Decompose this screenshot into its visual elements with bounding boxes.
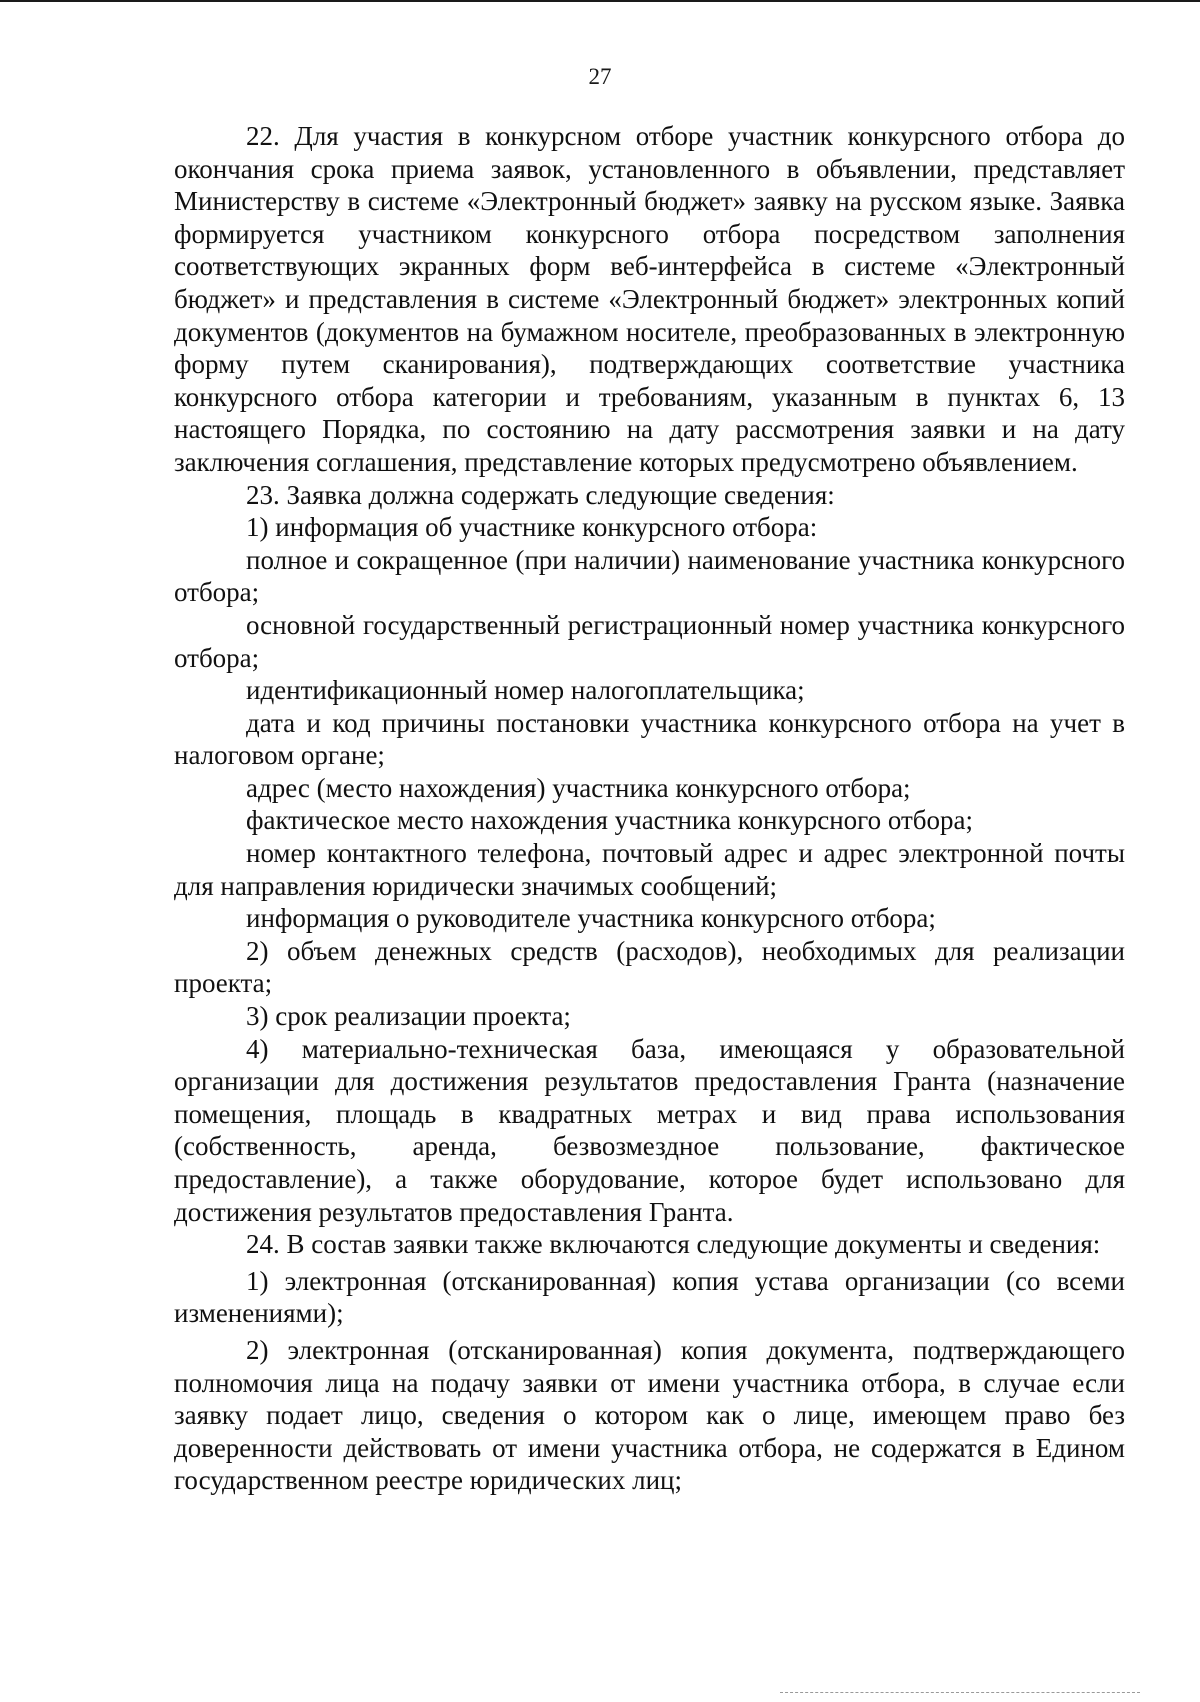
list-item: дата и код причины постановки участника конкурсного отбора на учет в налоговом органе;	[174, 707, 1125, 771]
document-body	[174, 120, 1125, 1497]
list-item: 4) материально-техническая база, имеющаяся у образовательной организации для достижения результатов предоставления Гранта (назначение помещения, площадь в квадратных метрах и вид права использования (собственность, аренда, безвозмездное пользование, фактическое предоставление), а также оборудование, которое будет использовано для достижения результатов предоставления Гранта.	[174, 1033, 1125, 1227]
list-item: 1) информация об участнике конкурсного отбора:	[246, 512, 818, 543]
list-item: адрес (место нахождения) участника конкурсного отбора;	[246, 772, 911, 803]
list-item: 3) срок реализации проекта;	[246, 1001, 571, 1032]
paragraph-22: 22. Для участия в конкурсном отборе участник конкурсного отбора до окончания срока приема заявок, установленного в объявлении, представляет Министерству в системе «Электронный бюджет» заявку на русском языке. Заявка формируется участником конкурсного отбора посредством заполнения соответствующих экранных форм веб-интерфейса в системе «Электронный бюджет» и представления в системе «Электронный бюджет» электронных копий документов (документов на бумажном носителе, преобразованных в электронную форму путем сканирования), подтверждающих соответствие участника конкурсного отбора категории и требованиям, указанным в пунктах 6, 13 настоящего Порядка, по состоянию на дату рассмотрения заявки и на дату заключения соглашения, представление которых предусмотрено объявлением.	[174, 121, 1125, 477]
list-item: 1) электронная (отсканированная) копия устава организации (со всеми изменениями);	[174, 1265, 1125, 1329]
list-item: идентификационный номер налогоплательщика;	[246, 675, 805, 706]
paragraph-23: 23. Заявка должна содержать следующие сведения:	[246, 479, 835, 510]
list-item: полное и сокращенное (при наличии) наименование участника конкурсного отбора;	[174, 544, 1125, 608]
page-number: 27	[588, 64, 612, 89]
list-item: информация о руководителе участника конкурсного отбора;	[246, 903, 936, 934]
paragraph-24: 24. В состав заявки также включаются следующие документы и сведения:	[246, 1229, 1101, 1260]
list-item: 2) электронная (отсканированная) копия документа, подтверждающего полномочия лица на подачу заявки от имени участника отбора, в случае если заявку подает лицо, сведения о котором как о лице, имеющем право без доверенности действовать от имени участника отбора, не содержатся в Едином государственном реестре юридических лиц;	[174, 1334, 1125, 1496]
scan-artifact	[780, 1692, 1140, 1695]
list-item: фактическое место нахождения участника конкурсного отбора;	[246, 805, 973, 836]
list-item: номер контактного телефона, почтовый адрес и адрес электронной почты для направления юридически значимых сообщений;	[174, 838, 1125, 901]
list-item: основной государственный регистрационный номер участника конкурсного отбора;	[174, 609, 1125, 673]
list-item: 2) объем денежных средств (расходов), необходимых для реализации проекта;	[174, 935, 1125, 999]
